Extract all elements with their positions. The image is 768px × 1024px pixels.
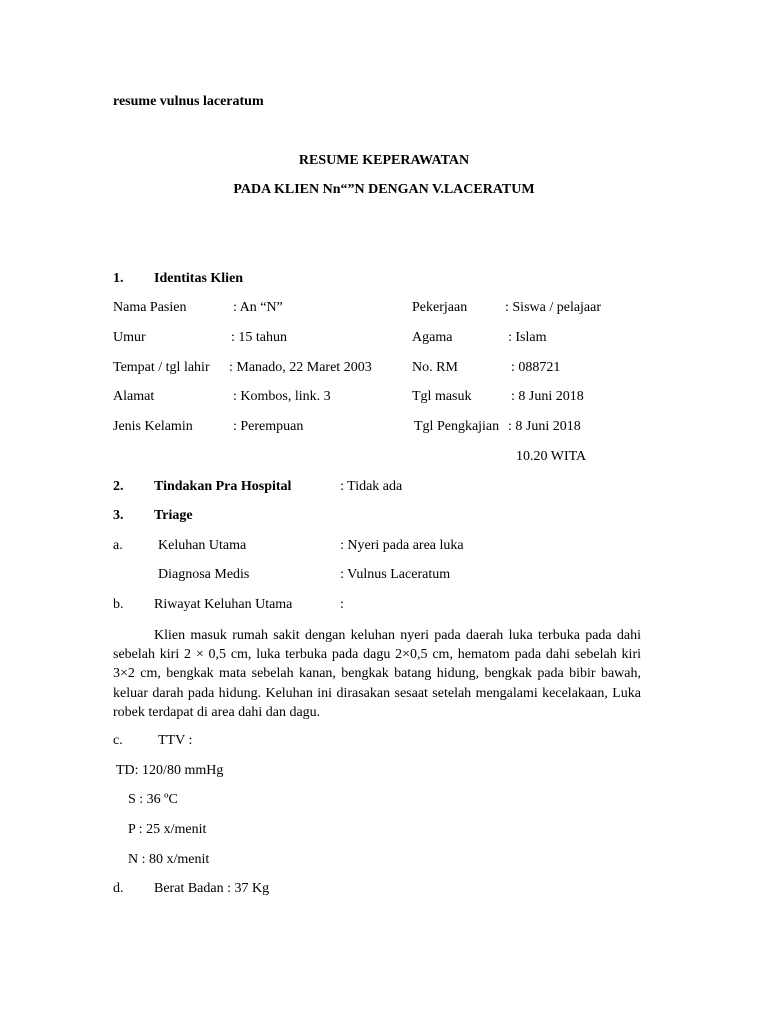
- label-ttl: Tempat / tgl lahir: [113, 360, 210, 375]
- value-diagnosa-medis: : Vulnus Laceratum: [340, 567, 451, 582]
- label-keluhan-utama: Keluhan Utama: [158, 538, 247, 553]
- section-number: 3.: [113, 508, 124, 523]
- value-umur: : 15 tahun: [231, 330, 287, 345]
- item-letter: b.: [113, 597, 124, 612]
- label-norm: No. RM: [412, 360, 458, 375]
- value-tgl-masuk: : 8 Juni 2018: [511, 389, 584, 404]
- value-nama: : An “N”: [233, 300, 283, 315]
- label-riwayat-keluhan: Riwayat Keluhan Utama: [154, 597, 293, 612]
- item-letter: c.: [113, 733, 123, 748]
- ttv-suhu: S : 36 ºC: [128, 792, 178, 807]
- label-ttv: TTV :: [158, 733, 193, 748]
- label-diagnosa-medis: Diagnosa Medis: [158, 567, 250, 582]
- item-letter: a.: [113, 538, 123, 553]
- ttv-nadi: N : 80 x/menit: [128, 852, 210, 867]
- value-riwayat-keluhan: :: [340, 597, 344, 612]
- riwayat-paragraph: Klien masuk rumah sakit dengan keluhan nyeri pada daerah luka terbuka pada dahi sebelah kiri 2 × 0,5 cm, luka terbuka pada dagu 2×0,5 cm, hematom pada dahi sebelah kiri 3×2 cm, bengkak mata sebelah kanan, bengkak batang hidung, bengkak pada bibir bawah, keluar darah pada hidung. Keluhan ini dirasakan sesaat setelah mengalami kecelakaan, Luka robek terdapat di area dahi dan dagu.: [113, 628, 641, 720]
- section-title-identitas: Identitas Klien: [154, 271, 244, 286]
- label-pekerjaan: Pekerjaan: [412, 300, 468, 315]
- section-number: 2.: [113, 479, 124, 494]
- heading-resume: RESUME KEPERAWATAN: [298, 153, 470, 168]
- ttv-pernapasan: P : 25 x/menit: [128, 822, 207, 837]
- value-tgl-pengkajian: : 8 Juni 2018: [508, 419, 581, 434]
- label-alamat: Alamat: [113, 389, 155, 404]
- doc-title: resume vulnus laceratum: [113, 94, 264, 109]
- label-agama: Agama: [412, 330, 453, 345]
- value-pekerjaan: : Siswa / pelajaar: [505, 300, 602, 315]
- label-berat-badan: Berat Badan : 37 Kg: [154, 881, 270, 896]
- label-jenis-kelamin: Jenis Kelamin: [113, 419, 193, 434]
- ttv-td: TD: 120/80 mmHg: [116, 763, 224, 778]
- value-alamat: : Kombos, link. 3: [233, 389, 331, 404]
- label-nama: Nama Pasien: [113, 300, 187, 315]
- label-umur: Umur: [113, 330, 146, 345]
- value-pra-hospital: : Tidak ada: [340, 479, 403, 494]
- value-ttl: : Manado, 22 Maret 2003: [229, 360, 372, 375]
- section-number: 1.: [113, 271, 124, 286]
- value-time: 10.20 WITA: [516, 449, 587, 464]
- value-jenis-kelamin: : Perempuan: [233, 419, 304, 434]
- value-keluhan-utama: : Nyeri pada area luka: [340, 538, 464, 553]
- label-tgl-pengkajian: Tgl Pengkajian: [414, 419, 500, 434]
- label-tgl-masuk: Tgl masuk: [412, 389, 472, 404]
- value-agama: : Islam: [508, 330, 547, 345]
- section-title-pra-hospital: Tindakan Pra Hospital: [154, 479, 292, 494]
- section-title-triage: Triage: [154, 508, 193, 523]
- item-letter: d.: [113, 881, 124, 896]
- value-norm: : 088721: [511, 360, 561, 375]
- heading-patient: PADA KLIEN Nn“”N DENGAN V.LACERATUM: [233, 182, 535, 197]
